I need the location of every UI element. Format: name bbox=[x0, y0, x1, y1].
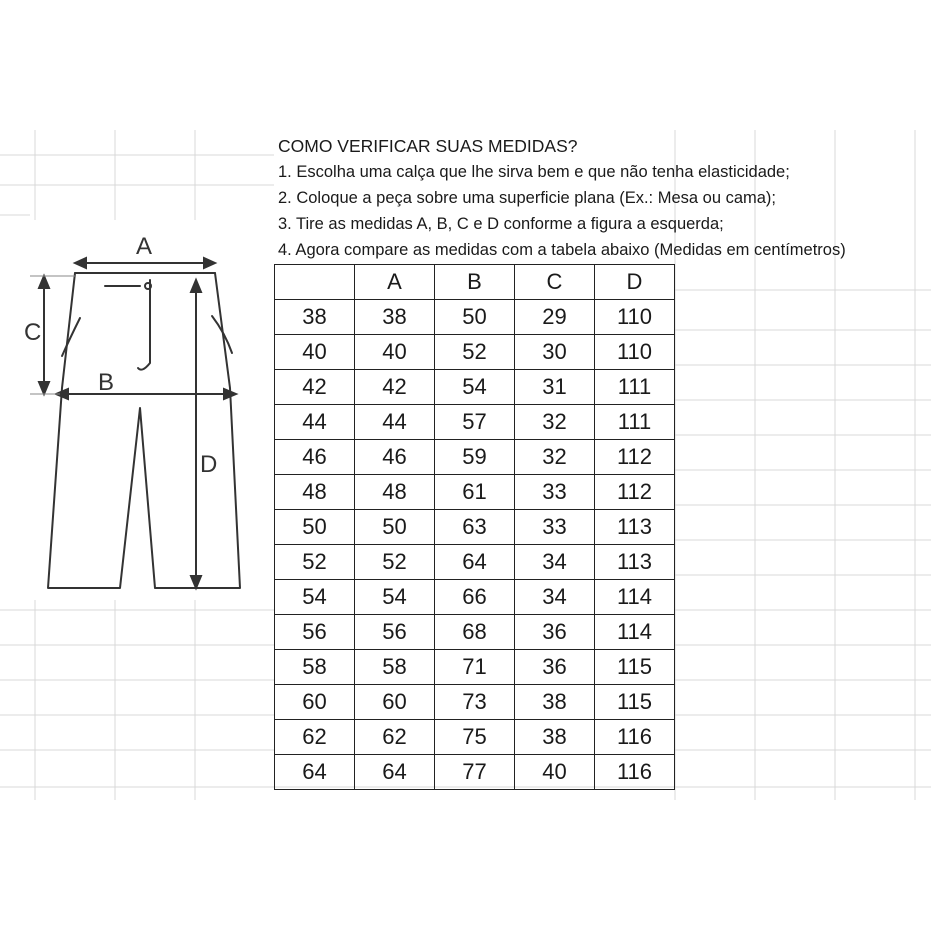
cell-c: 38 bbox=[515, 685, 595, 720]
header-c: C bbox=[515, 265, 595, 300]
cell-b: 50 bbox=[435, 300, 515, 335]
cell-a: 40 bbox=[355, 335, 435, 370]
cell-c: 36 bbox=[515, 650, 595, 685]
table-row bbox=[275, 720, 675, 755]
table-row bbox=[275, 755, 675, 790]
table-row bbox=[275, 615, 675, 650]
cell-b: 66 bbox=[435, 580, 515, 615]
cell-b: 54 bbox=[435, 370, 515, 405]
label-c: C bbox=[24, 319, 42, 346]
cell-b: 73 bbox=[435, 685, 515, 720]
label-a: A bbox=[136, 233, 153, 260]
table-row bbox=[275, 405, 675, 440]
table-row bbox=[275, 545, 675, 580]
cell-size: 42 bbox=[275, 370, 355, 405]
size-measurement-table bbox=[274, 264, 675, 790]
cell-size: 40 bbox=[275, 335, 355, 370]
arrow-a-left-head bbox=[75, 258, 86, 268]
cell-size: 56 bbox=[275, 615, 355, 650]
cell-d: 114 bbox=[595, 615, 675, 650]
cell-size: 54 bbox=[275, 580, 355, 615]
cell-b: 52 bbox=[435, 335, 515, 370]
header-b: B bbox=[435, 265, 515, 300]
cell-d: 111 bbox=[595, 370, 675, 405]
table-row bbox=[275, 510, 675, 545]
cell-d: 115 bbox=[595, 650, 675, 685]
cell-d: 116 bbox=[595, 720, 675, 755]
instruction-step-1: 1. Escolha uma calça que lhe sirva bem e que não tenha elasticidade; bbox=[278, 163, 790, 181]
arrow-d-bottom-head bbox=[191, 576, 201, 588]
cell-a: 54 bbox=[355, 580, 435, 615]
cell-c: 33 bbox=[515, 475, 595, 510]
header-size bbox=[275, 265, 355, 300]
cell-c: 33 bbox=[515, 510, 595, 545]
header-d: D bbox=[595, 265, 675, 300]
cell-a: 38 bbox=[355, 300, 435, 335]
cell-a: 56 bbox=[355, 615, 435, 650]
cell-b: 63 bbox=[435, 510, 515, 545]
table-row bbox=[275, 370, 675, 405]
cell-c: 34 bbox=[515, 545, 595, 580]
cell-size: 64 bbox=[275, 755, 355, 790]
arrow-c-bottom-head bbox=[39, 382, 49, 394]
instruction-step-2: 2. Coloque a peça sobre uma superficie plana (Ex.: Mesa ou cama); bbox=[278, 189, 777, 207]
cell-c: 32 bbox=[515, 405, 595, 440]
pants-measurement-figure bbox=[20, 228, 260, 608]
cell-size: 52 bbox=[275, 545, 355, 580]
cell-a: 52 bbox=[355, 545, 435, 580]
instruction-step-3: 3. Tire as medidas A, B, C e D conforme a figura a esquerda; bbox=[278, 215, 724, 233]
cell-d: 116 bbox=[595, 755, 675, 790]
table-row bbox=[275, 580, 675, 615]
cell-a: 46 bbox=[355, 440, 435, 475]
cell-c: 32 bbox=[515, 440, 595, 475]
cell-d: 112 bbox=[595, 440, 675, 475]
cell-c: 40 bbox=[515, 755, 595, 790]
arrow-b-right-head bbox=[224, 389, 236, 399]
arrow-c-top-head bbox=[39, 276, 49, 288]
table-row bbox=[275, 440, 675, 475]
pants-left-pocket bbox=[62, 318, 80, 356]
pants-fly bbox=[138, 280, 150, 370]
cell-b: 75 bbox=[435, 720, 515, 755]
label-b: B bbox=[98, 369, 115, 396]
cell-c: 36 bbox=[515, 615, 595, 650]
cell-d: 110 bbox=[595, 300, 675, 335]
cell-b: 57 bbox=[435, 405, 515, 440]
cell-size: 38 bbox=[275, 300, 355, 335]
cell-size: 58 bbox=[275, 650, 355, 685]
cell-a: 50 bbox=[355, 510, 435, 545]
cell-b: 71 bbox=[435, 650, 515, 685]
cell-a: 44 bbox=[355, 405, 435, 440]
cell-c: 30 bbox=[515, 335, 595, 370]
cell-c: 29 bbox=[515, 300, 595, 335]
cell-size: 62 bbox=[275, 720, 355, 755]
cell-d: 113 bbox=[595, 545, 675, 580]
cell-size: 46 bbox=[275, 440, 355, 475]
cell-a: 64 bbox=[355, 755, 435, 790]
table-row bbox=[275, 650, 675, 685]
cell-b: 68 bbox=[435, 615, 515, 650]
cell-c: 38 bbox=[515, 720, 595, 755]
cell-d: 114 bbox=[595, 580, 675, 615]
cell-b: 77 bbox=[435, 755, 515, 790]
cell-d: 112 bbox=[595, 475, 675, 510]
cell-a: 62 bbox=[355, 720, 435, 755]
pants-button bbox=[145, 283, 151, 289]
cell-d: 111 bbox=[595, 405, 675, 440]
size-table-body bbox=[275, 300, 675, 790]
cell-a: 58 bbox=[355, 650, 435, 685]
cell-a: 60 bbox=[355, 685, 435, 720]
instruction-step-4: 4. Agora compare as medidas com a tabela abaixo (Medidas em centímetros) bbox=[278, 241, 846, 259]
arrow-d-top-head bbox=[191, 280, 201, 292]
cell-size: 60 bbox=[275, 685, 355, 720]
table-row bbox=[275, 685, 675, 720]
cell-d: 113 bbox=[595, 510, 675, 545]
header-a: A bbox=[355, 265, 435, 300]
cell-d: 115 bbox=[595, 685, 675, 720]
cell-c: 34 bbox=[515, 580, 595, 615]
cell-a: 42 bbox=[355, 370, 435, 405]
label-d: D bbox=[200, 451, 218, 478]
table-row bbox=[275, 475, 675, 510]
arrow-a-right-head bbox=[204, 258, 215, 268]
pants-outline bbox=[48, 273, 240, 588]
table-row bbox=[275, 335, 675, 370]
cell-a: 48 bbox=[355, 475, 435, 510]
cell-size: 50 bbox=[275, 510, 355, 545]
cell-b: 61 bbox=[435, 475, 515, 510]
cell-b: 64 bbox=[435, 545, 515, 580]
table-row bbox=[275, 300, 675, 335]
cell-size: 44 bbox=[275, 405, 355, 440]
cell-c: 31 bbox=[515, 370, 595, 405]
cell-b: 59 bbox=[435, 440, 515, 475]
cell-d: 110 bbox=[595, 335, 675, 370]
cell-size: 48 bbox=[275, 475, 355, 510]
table-header-row bbox=[275, 265, 675, 300]
instructions-title: COMO VERIFICAR SUAS MEDIDAS? bbox=[278, 136, 578, 156]
